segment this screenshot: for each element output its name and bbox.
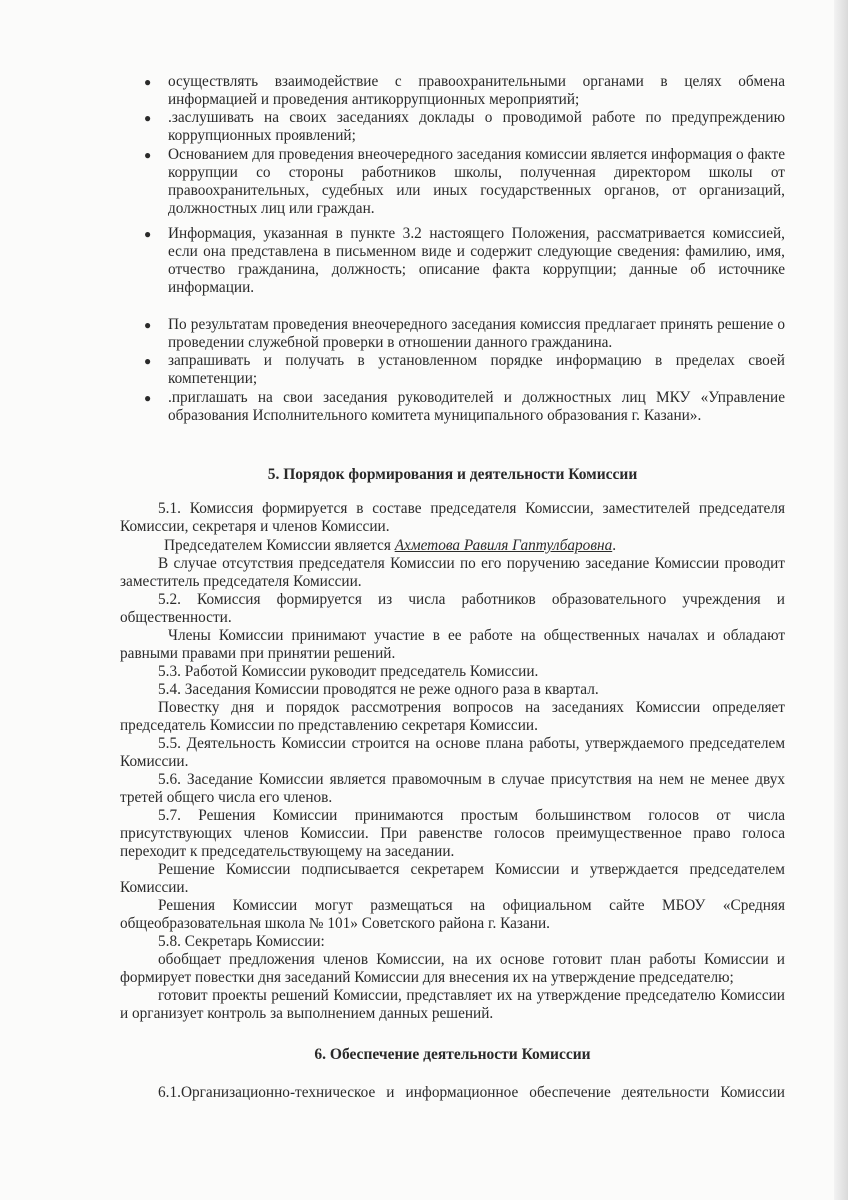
list-item — [144, 73, 785, 109]
paragraph: 5.7. Решения Комиссии принимаются простым большинством голосов от числа присутствующих членов Комиссии. При равенстве голосов преимущественное право голоса переходит к председательствующему на заседании. — [120, 807, 785, 860]
bullet-icon: ● — [144, 111, 152, 125]
list-item — [144, 225, 785, 297]
bullet-icon: ● — [144, 391, 152, 405]
list-item-text: осуществлять взаимодействие с правоохранительными органами в целях обмена информацией и проведения антикоррупционных мероприятий; — [168, 73, 785, 108]
paragraph: 5.4. Заседания Комиссии проводятся не реже одного раза в квартал. — [158, 681, 599, 698]
paragraph: готовит проекты решений Комиссии, представляет их на утверждение председателю Комиссии и организует контроль за выполнением данных решений. — [120, 987, 785, 1022]
chair-paragraph — [120, 537, 785, 555]
paragraph: 5.1. Комиссия формируется в составе председателя Комиссии, заместителей председателя Комиссии, секретаря и членов Комиссии. — [120, 500, 785, 535]
list-item-text: По результатам проведения внеочередного заседания комиссия предлагает принять решение о проведении служебной проверки в отношении данного гражданина. — [168, 316, 785, 351]
bullet-icon: ● — [144, 227, 152, 241]
list-item — [144, 109, 785, 145]
paragraph: Решения Комиссии могут размещаться на официальном сайте МБОУ «Средняя общеобразовательная школа № 101» Советского района г. Казани. — [120, 897, 785, 932]
paragraph: 5.6. Заседание Комиссии является правомочным в случае присутствия на нем не менее двух третей общего числа его членов. — [120, 771, 785, 806]
paragraph: Члены Комиссии принимают участие в ее работе на общественных началах и обладают равными правами при принятии решений. — [120, 627, 785, 662]
bullet-icon: ● — [144, 318, 152, 332]
bullet-icon: ● — [144, 354, 152, 368]
list-item-text: .приглашать на свои заседания руководителей и должностных лиц МКУ «Управление образования Исполнительного комитета муниципального образования г. Казани». — [168, 389, 785, 424]
paragraph: В случае отсутствия председателя Комиссии по его поручению заседание Комиссии проводит заместитель председателя Комиссии. — [120, 555, 785, 590]
bullet-icon: ● — [144, 148, 152, 162]
list-item-text: запрашивать и получать в установленном порядке информацию в пределах своей компетенции; — [168, 352, 785, 387]
chair-name: Ахметова Равиля Гаптулбаровна — [394, 537, 613, 554]
list-item — [144, 316, 785, 352]
scan-edge — [834, 0, 848, 1200]
paragraph: 5.2. Комиссия формируется из числа работников образовательного учреждения и общественности. — [120, 591, 785, 626]
list-item-text: .заслушивать на своих заседаниях доклады о проводимой работе по предупреждению коррупционных проявлений; — [168, 109, 785, 144]
paragraph: 5.3. Работой Комиссии руководит председатель Комиссии. — [158, 663, 539, 680]
paragraph: 5.5. Деятельность Комиссии строится на основе плана работы, утверждаемого председателем Комиссии. — [120, 735, 785, 770]
list-item-text: Информация, указанная в пункте 3.2 настоящего Положения, рассматривается комиссией, если она представлена в письменном виде и содержит следующие сведения: фамилию, имя, отчество гражданина, должность; описание факта коррупции; данные об источнике информации. — [168, 225, 785, 296]
section-6-heading: 6. Обеспечение деятельности Комиссии — [314, 1046, 591, 1063]
bullet-icon: ● — [144, 75, 152, 89]
paragraph: 6.1.Организационно-техническое и информационное обеспечение деятельности Комиссии — [158, 1084, 785, 1101]
paragraph: обобщает предложения членов Комиссии, на их основе готовит план работы Комиссии и формирует повестки дня заседаний Комиссии для внесения их на утверждение председателю; — [120, 951, 785, 986]
list-item — [144, 146, 785, 218]
list-item — [144, 352, 785, 388]
list-item — [144, 389, 785, 425]
paragraph: Решение Комиссии подписывается секретарем Комиссии и утверждается председателем Комиссии. — [120, 861, 785, 896]
paragraph: 5.8. Секретарь Комиссии: — [158, 933, 325, 950]
paragraph: Повестку дня и порядок рассмотрения вопросов на заседаниях Комиссии определяет председатель Комиссии по представлению секретаря Комиссии. — [120, 699, 785, 734]
chair-label: Председателем Комиссии является — [164, 537, 395, 554]
section-5-heading: 5. Порядок формирования и деятельности Комиссии — [267, 466, 638, 483]
list-item-text: Основанием для проведения внеочередного заседания комиссии является информация о факте коррупции со стороны работников школы, полученная директором школы от правоохранительных, судебных или иных государственных органов, от организаций, должностных лиц или граждан. — [168, 146, 785, 217]
chair-suffix: . — [612, 537, 617, 554]
